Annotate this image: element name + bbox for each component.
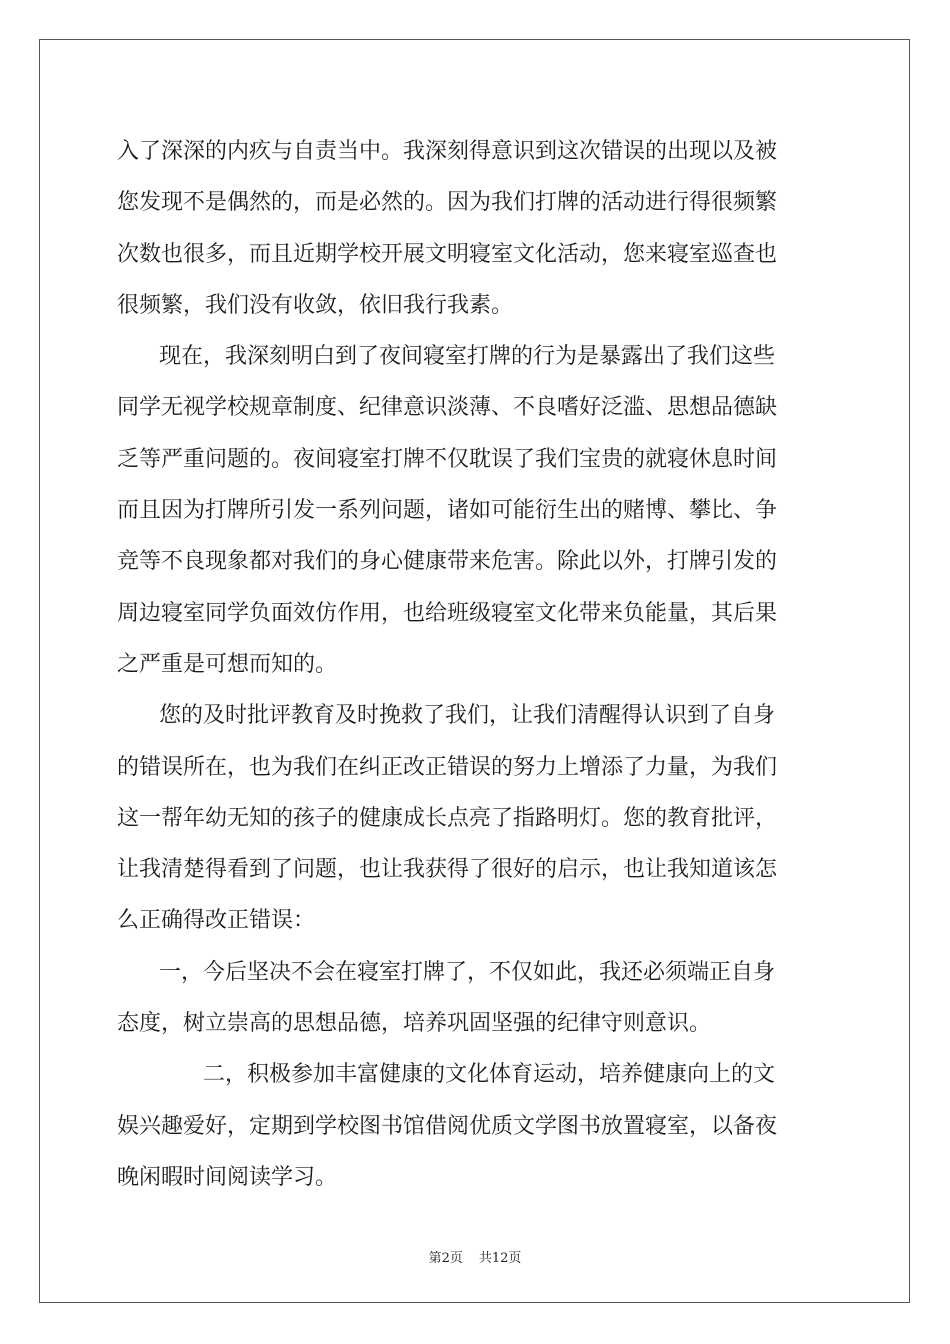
paragraph-start-line: 二，积极参加丰富健康的文化体育运动，培养健康向上的文 (203, 1062, 776, 1088)
paragraph-start-line: 现在，我深刻明白到了夜间寝室打牌的行为是暴露出了我们这些 (159, 344, 776, 370)
page-footer (0, 1247, 950, 1266)
text-line: 之严重是可想而知的。 (117, 651, 338, 677)
text-line: 次数也很多，而且近期学校开展文明寝室文化活动，您来寝室巡查也 (117, 241, 778, 267)
text-line: 娱兴趣爱好，定期到学校图书馆借阅优质文学图书放置寝室，以备夜 (117, 1113, 778, 1139)
current-page-label: 第2页 (428, 1251, 463, 1266)
paragraph-start-line: 一，今后坚决不会在寝室打牌了，不仅如此，我还必须端正自身 (159, 959, 776, 985)
total-pages-label: 共12页 (478, 1251, 522, 1266)
text-line: 态度，树立崇高的思想品德，培养巩固坚强的纪律守则意识。 (117, 1011, 712, 1037)
text-line: 入了深深的内疚与自责当中。我深刻得意识到这次错误的出现以及被 (117, 139, 778, 164)
text-line: 这一帮年幼无知的孩子的健康成长点亮了指路明灯。您的教育批评， (117, 805, 778, 831)
text-line: 晚闲暇时间阅读学习。 (117, 1164, 338, 1190)
text-line: 很频繁，我们没有收敛，依旧我行我素。 (117, 292, 514, 318)
text-line: 同学无视学校规章制度、纪律意识淡薄、不良嗜好泛滥、思想品德缺 (117, 395, 778, 421)
document-body (117, 126, 831, 1203)
text-line: 么正确得改正错误： (117, 908, 316, 934)
text-line: 乏等严重问题的。夜间寝室打牌不仅耽误了我们宝贵的就寝休息时间 (117, 446, 778, 472)
text-line: 而且因为打牌所引发一系列问题，诸如可能衍生出的赌博、攀比、争 (117, 498, 778, 524)
text-line: 竞等不良现象都对我们的身心健康带来危害。除此以外，打牌引发的 (117, 549, 778, 575)
text-line: 周边寝室同学负面效仿作用，也给班级寝室文化带来负能量，其后果 (117, 600, 778, 626)
paragraph-start-line: 您的及时批评教育及时挽救了我们，让我们清醒得认识到了自身 (159, 703, 776, 729)
text-line: 您发现不是偶然的，而是必然的。因为我们打牌的活动进行得很频繁 (117, 190, 778, 216)
text-line: 让我清楚得看到了问题，也让我获得了很好的启示，也让我知道该怎 (117, 857, 778, 883)
text-line: 的错误所在，也为我们在纠正改正错误的努力上增添了力量，为我们 (117, 754, 778, 780)
